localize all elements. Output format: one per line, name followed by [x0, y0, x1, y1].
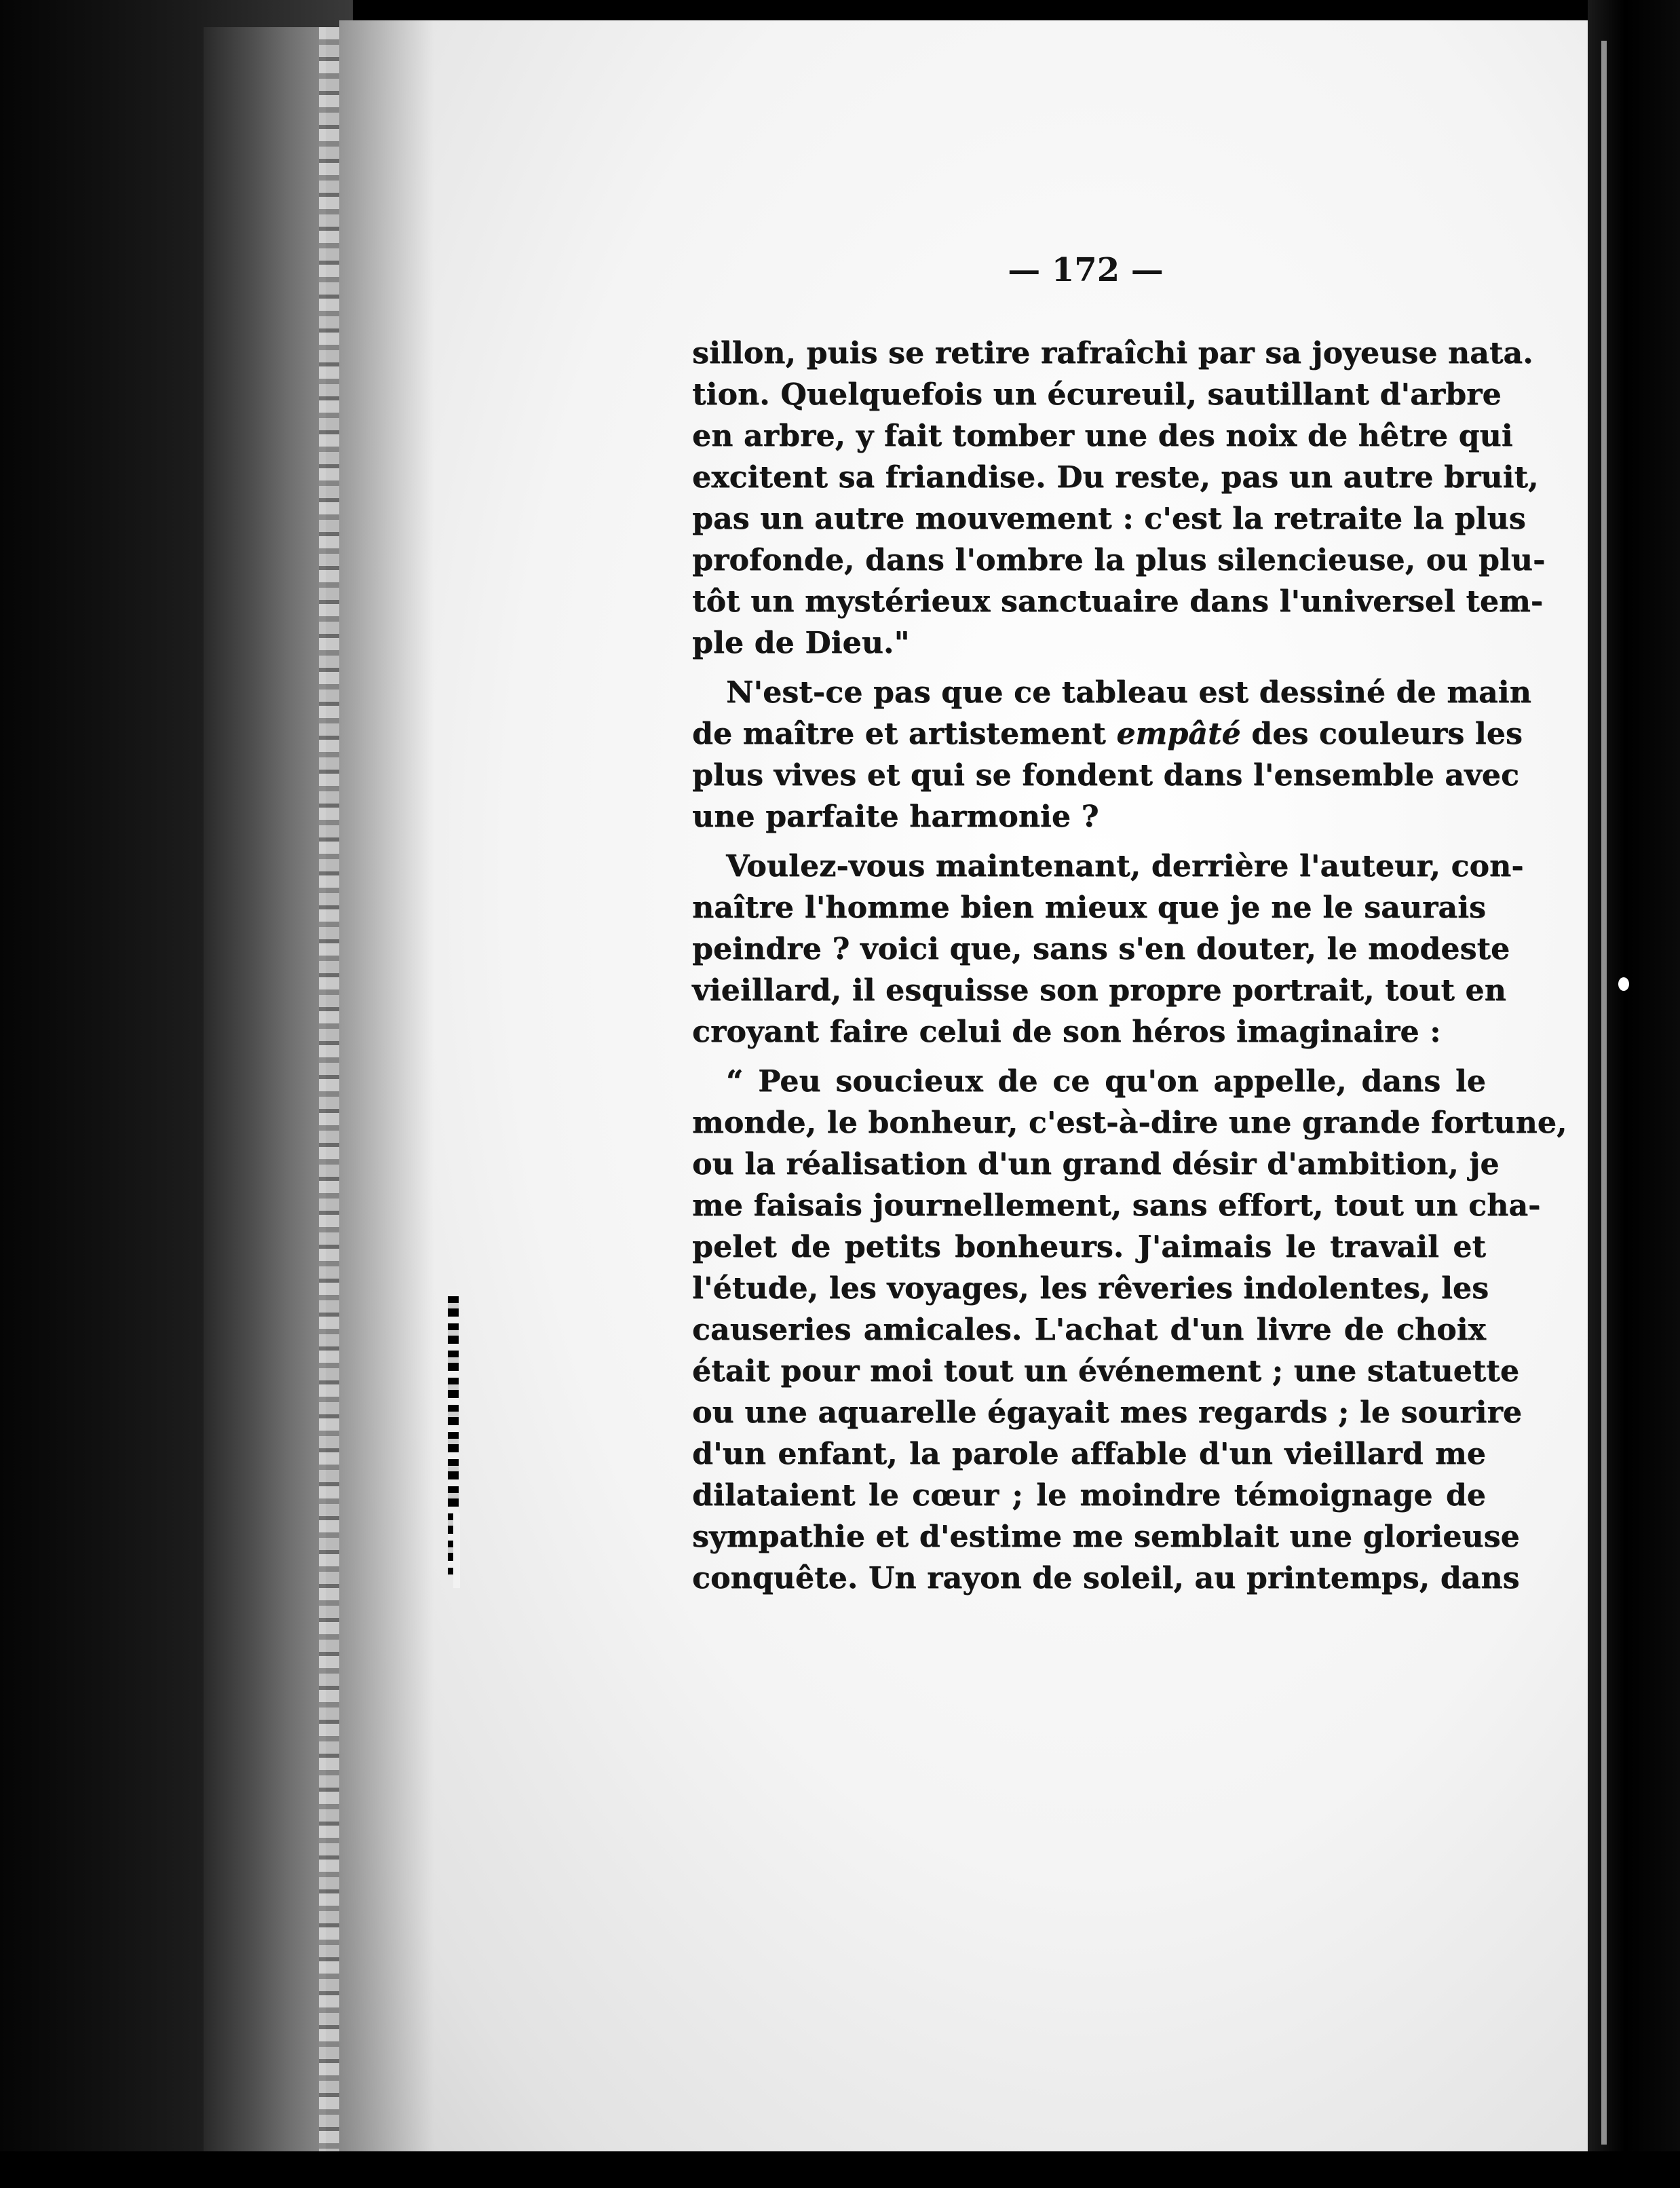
text-line: “ Peu soucieux de ce qu'on appelle, dans le — [726, 1064, 1486, 1099]
text-line: sillon, puis se retire rafraîchi par sa joyeuse nata. — [692, 336, 1533, 371]
paragraph-1 — [692, 333, 1546, 664]
text-line: causeries amicales. L'achat d'un livre de choix — [692, 1313, 1486, 1347]
text-line: ple de Dieu." — [692, 626, 910, 660]
text-line: tion. Quelquefois un écureuil, sautillant d'arbre — [692, 377, 1502, 412]
text-line: me faisais journellement, sans effort, tout un cha- — [692, 1188, 1541, 1223]
text-line: ou la réalisation d'un grand désir d'ambition, je — [692, 1147, 1500, 1182]
text-line: d'un enfant, la parole affable d'un vieillard me — [692, 1437, 1486, 1471]
gutter-shadow — [339, 20, 434, 2158]
text-line: une parfaite harmonie ? — [692, 799, 1099, 834]
text-line — [692, 713, 1523, 755]
paragraph-2 — [692, 672, 1531, 837]
body-text — [692, 333, 1567, 1599]
text-line: était pour moi tout un événement ; une statuette — [692, 1354, 1520, 1389]
text-line: naître l'homme bien mieux que je ne le saurais — [692, 890, 1486, 925]
text-line: excitent sa friandise. Du reste, pas un autre bruit, — [692, 460, 1539, 495]
text-line: plus vives et qui se fondent dans l'ensemble avec — [692, 758, 1519, 793]
text-line: conquête. Un rayon de soleil, au printemps, dans — [692, 1561, 1520, 1596]
text-line: dilataient le cœur ; le moindre témoignage de — [692, 1478, 1486, 1513]
text-line: peindre ? voici que, sans s'en douter, le modeste — [692, 932, 1510, 966]
text-line: vieillard, il esquisse son propre portrait, tout en — [692, 973, 1506, 1008]
previous-page-edge — [204, 27, 326, 2158]
text-line: pelet de petits bonheurs. J'aimais le travail et — [692, 1230, 1486, 1264]
text-line: ou une aquarelle égayait mes regards ; le sourire — [692, 1395, 1523, 1430]
text-line: profonde, dans l'ombre la plus silencieuse, ou plu- — [692, 543, 1546, 578]
text-line: sympathie et d'estime me semblait une glorieuse — [692, 1520, 1520, 1554]
text-line: tôt un mystérieux sanctuaire dans l'universel tem- — [692, 584, 1544, 619]
page-number: — 172 — — [1008, 251, 1164, 289]
emphasized-word: empâté — [1116, 717, 1241, 751]
scan-dot-mark — [1618, 977, 1629, 991]
paragraph-4 — [692, 1061, 1567, 1599]
binding-bar — [453, 1513, 460, 1588]
text-line: pas un autre mouvement : c'est la retraite la plus — [692, 502, 1526, 536]
text-line: Voulez-vous maintenant, derrière l'auteur, con- — [726, 849, 1524, 884]
text-line: N'est-ce pas que ce tableau est dessiné de main — [726, 675, 1531, 710]
text-line: croyant faire celui de son héros imaginaire : — [692, 1015, 1441, 1049]
paragraph-3 — [692, 846, 1524, 1053]
bottom-border — [0, 2151, 1680, 2188]
text-segment: des couleurs les — [1251, 717, 1523, 751]
text-line: en arbre, y fait tomber une des noix de hêtre qui — [692, 419, 1513, 453]
next-page-edge — [1601, 41, 1607, 2145]
text-line: l'étude, les voyages, les rêveries indolentes, les — [692, 1271, 1489, 1306]
text-line: monde, le bonheur, c'est-à-dire une grande fortune, — [692, 1106, 1567, 1140]
text-segment: de maître et artistement — [692, 717, 1106, 751]
